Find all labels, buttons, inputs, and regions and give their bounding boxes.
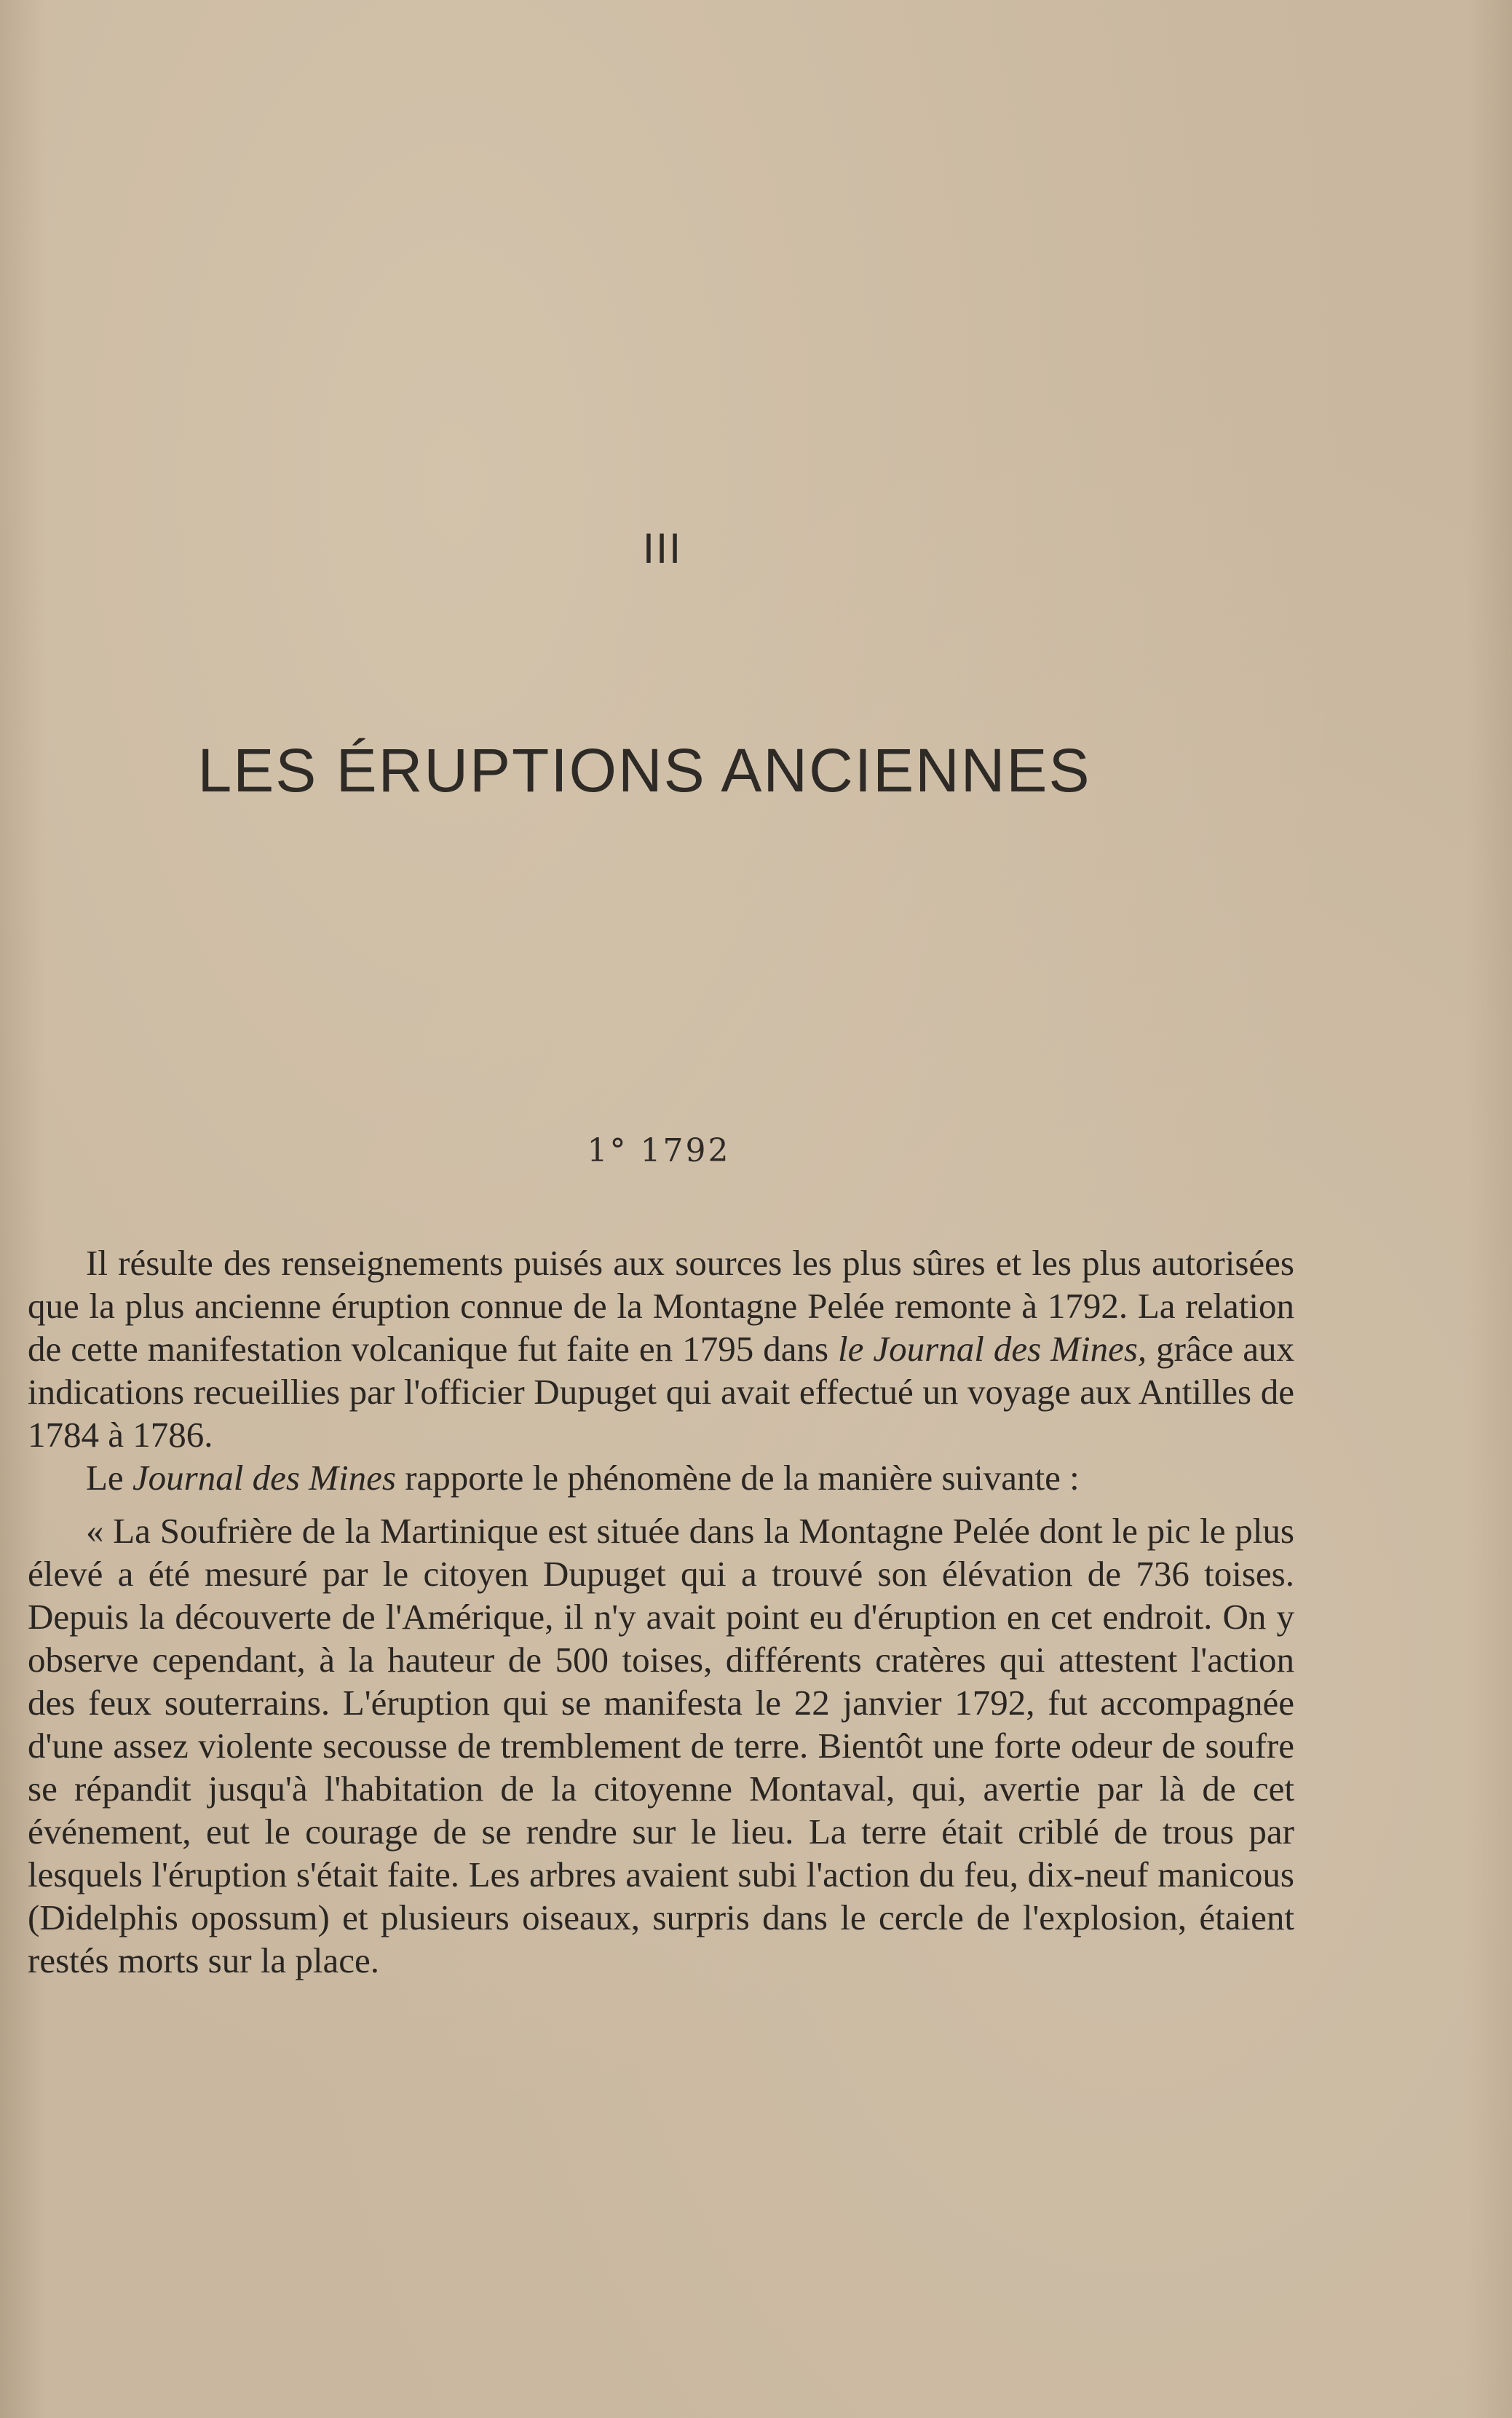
section-heading: 1° 1792 bbox=[587, 1132, 731, 1169]
chapter-title: LES ÉRUPTIONS ANCIENNES bbox=[197, 736, 1091, 805]
chapter-number: III bbox=[642, 525, 683, 572]
body-text bbox=[28, 1241, 1294, 1982]
paragraph-1 bbox=[28, 1241, 1294, 1456]
paragraph-3-quote: « La Soufrière de la Martinique est située dans la Montagne Pelée dont le pic le plus élevé a été mesuré par le citoyen Dupuget qui a trouvé son élévation de 736 toises. Depuis la découverte de l'Amérique, il n'y avait point eu d'éruption en cet endroit. On y observe cependant, à la hauteur de 500 toises, différents cratères qui attestent l'action des feux souterrains. L'éruption qui se manifesta le 22 janvier 1792, fut accompagnée d'une assez violente secousse de tremblement de terre. Bientôt une forte odeur de soufre se répandit jusqu'à l'habitation de la citoyenne Montaval, qui, avertie par là de cet événement, eut le courage de se rendre sur le lieu. La terre était criblé de trous par lesquels l'éruption s'était faite. Les arbres avaient subi l'action du feu, dix-neuf manicous (Didelphis opossum) et plusieurs oiseaux, surpris dans le cercle de l'explosion, étaient restés morts sur la place. bbox=[28, 1511, 1294, 1980]
paragraph-2-text-a: Le bbox=[86, 1458, 132, 1498]
journal-title-italic: le Journal des Mines, bbox=[838, 1329, 1147, 1369]
paragraph-1-text-a: Il résulte des renseignements puisés aux sources les plus sûres et les plus autorisées que la plus ancienne éruption connue de la Montagne Pelée remonte à 1792. La relation de cette manifestation volcanique fut faite en 1795 dans bbox=[28, 1243, 1294, 1369]
paragraph-2-text-b: rapporte le phénomène de la manière suivante : bbox=[395, 1458, 1080, 1498]
paragraph-1-text-b: grâce aux indications recueillies par l'officier Dupuget qui avait effectué un voyage aux Antilles de 1784 à 1786. bbox=[28, 1329, 1295, 1455]
paragraph-2 bbox=[28, 1456, 1294, 1499]
journal-title-italic-2: Journal des Mines bbox=[132, 1458, 396, 1498]
